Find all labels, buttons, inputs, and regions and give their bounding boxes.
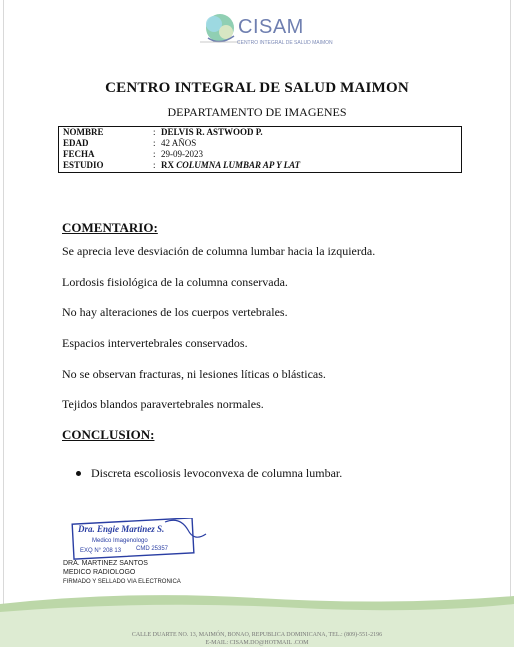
- age-label: EDAD: [63, 138, 89, 148]
- signature-note: FIRMADO Y SELLADO VIA ELECTRONICA: [63, 579, 181, 585]
- comment-line: Espacios intervertebrales conservados.: [62, 336, 248, 350]
- name-separator: :: [153, 127, 156, 137]
- study-prefix: RX: [161, 160, 174, 170]
- cisam-logo: [200, 8, 333, 52]
- comment-line: Lordosis fisiológica de la columna conservada.: [62, 275, 288, 289]
- age-separator: :: [153, 138, 156, 148]
- logo-subtitle: CENTRO INTEGRAL DE SALUD MAIMON: [237, 40, 333, 46]
- date-label: FECHA: [63, 149, 95, 159]
- study-value: [161, 160, 300, 171]
- department-title: DEPARTAMENTO DE IMAGENES: [167, 105, 347, 119]
- bullet-icon: [76, 471, 81, 476]
- age-value: 42 AÑOS: [161, 138, 197, 148]
- logo-emblem-icon: [200, 8, 240, 52]
- signer-role: MEDICO RADIOLOGO: [63, 569, 136, 576]
- comment-line: No se observan fracturas, ni lesiones líticas o blásticas.: [62, 367, 326, 381]
- study-name: COLUMNA LUMBAR AP Y LAT: [176, 160, 301, 170]
- study-separator: :: [153, 160, 156, 170]
- signature-stamp: [70, 518, 210, 560]
- date-separator: :: [153, 149, 156, 159]
- comment-line: Tejidos blandos paravertebrales normales.: [62, 397, 264, 411]
- stamp-role: Medico Imagenologo: [92, 538, 148, 544]
- comment-line: No hay alteraciones de los cuerpos vertebrales.: [62, 305, 288, 319]
- study-label: ESTUDIO: [63, 160, 104, 170]
- stamp-name: Dra. Engie Martinez S.: [78, 524, 165, 534]
- stamp-cmd: CMD 25357: [136, 546, 169, 552]
- signer-name: DRA. MARTINEZ SANTOS: [63, 560, 148, 567]
- signer-name-block: [63, 559, 148, 577]
- signature-scribble-icon: [165, 520, 206, 537]
- conclusion-title: CONCLUSION:: [62, 427, 155, 442]
- conclusion-item: Discreta escoliosis levoconvexa de columna lumbar.: [91, 466, 343, 480]
- date-value: 29-09-2023: [161, 149, 203, 159]
- comment-line: Se aprecia leve desviación de columna lumbar hacia la izquierda.: [62, 244, 376, 258]
- name-value: DELVIS R. ASTWOOD P.: [161, 127, 263, 137]
- comment-title: COMENTARIO:: [62, 220, 158, 235]
- logo-name: CISAM: [238, 16, 304, 38]
- page-border-left: [3, 0, 4, 647]
- page-border-right: [510, 0, 511, 647]
- footer-address: CALLE DUARTE NO. 13, MAIMÓN, BONAO, REPUBLICA DOMINICANA, TEL.: (809)-551-2196: [131, 632, 383, 638]
- footer-wave-decoration: [0, 590, 514, 647]
- institution-title: CENTRO INTEGRAL DE SALUD MAIMON: [105, 80, 409, 96]
- patient-info-box: [58, 126, 462, 173]
- stamp-exq: EXQ N° 208 13: [80, 548, 122, 554]
- footer-email: E-MAIL: CISAM.DO@HOTMAIL .COM: [205, 640, 309, 646]
- name-label: NOMBRE: [63, 127, 104, 137]
